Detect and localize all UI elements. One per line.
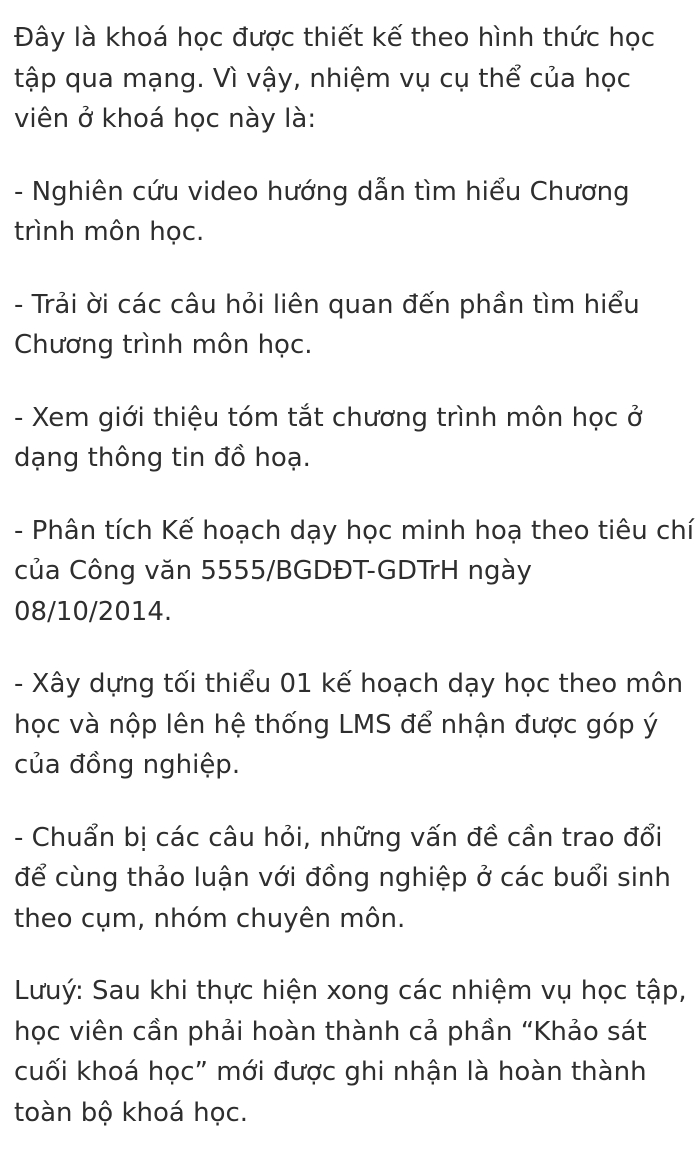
task-item-study-video: - Nghiên cứu video hướng dẫn tìm hiểu Chương trình môn học. [14,176,630,247]
task-item-prepare-questions: - Chuẩn bị các câu hỏi, những vấn đề cần trao đổi để cùng thảo luận với đồng nghiệp ở các buổi sinh theo cụm, nhóm chuyên môn. [14,822,671,934]
task-item-view-infographic: - Xem giới thiệu tóm tắt chương trình môn học ở dạng thông tin đồ hoạ. [14,402,643,473]
task-item-build-plan: - Xây dựng tối thiểu 01 kế hoạch dạy học theo môn học và nộp lên hệ thống LMS để nhận được góp ý của đồng nghiệp. [14,669,684,780]
document-body [14,18,694,1133]
task-item-answer-questions: - Trải ời các câu hỏi liên quan đến phần tìm hiểu Chương trình môn học. [14,289,640,360]
task-item-analyze-plan: - Phân tích Kế hoạch dạy học minh hoạ theo tiêu chí của Công văn 5555/BGDĐT-GDTrH ngày 08/10/2014. [14,515,694,627]
note-paragraph: Lưuý: Sau khi thực hiện xong các nhiệm vụ học tập, học viên cần phải hoàn thành cả phần “Khảo sát cuối khoá học” mới được ghi nhận là hoàn thành toàn bộ khoá học. [14,976,687,1128]
intro-paragraph: Đây là khoá học được thiết kế theo hình thức học tập qua mạng. Vì vậy, nhiệm vụ cụ thể của học viên ở khoá học này là: [14,23,656,134]
